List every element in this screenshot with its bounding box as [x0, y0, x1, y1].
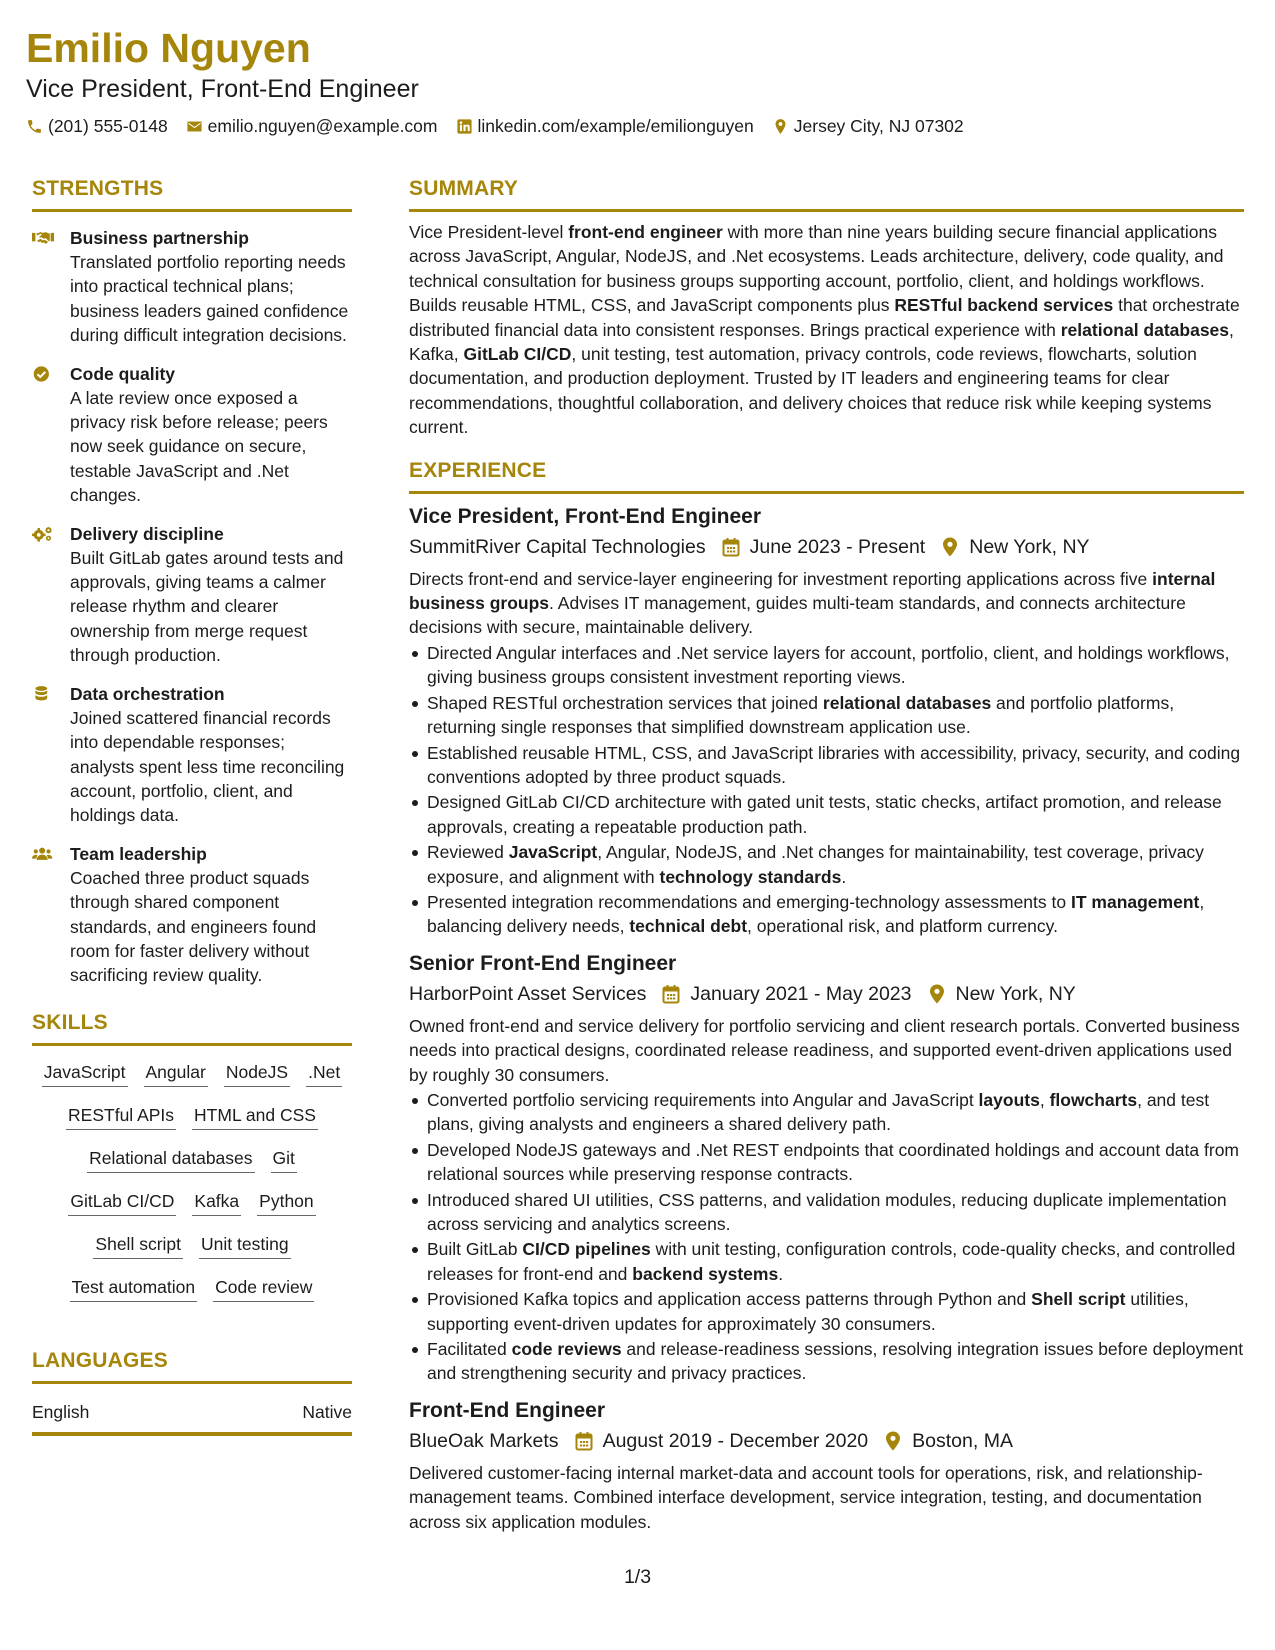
phone-icon [26, 118, 43, 135]
skill-row [66, 1103, 318, 1130]
job-description: Directs front-end and service-layer engineering for investment reporting applications across five internal business groups. Advises IT management, guides multi-team standards, and connects architecture decisions with secure, maintainable delivery. [409, 568, 1216, 638]
users-icon [32, 845, 54, 863]
job-location [928, 981, 1076, 1007]
job-dates-text: January 2021 - May 2023 [690, 982, 912, 1005]
calendar-icon [722, 537, 740, 557]
strength-title: Business partnership [70, 228, 249, 248]
summary-text: Vice President-level front-end engineer with more than nine years building secure financial applications across JavaScript, Angular, NodeJS, and .Net ecosystems. Leads architecture, delivery, code quality, and technical consultation for business groups supporting account, portfolio, client, and holdings workflows. Builds reusable HTML, CSS, and JavaScript components plus RESTful backend services that orchestrate distributed financial data into consistent responses. Brings practical experience with relational databases, Kafka, GitLab CI/CD, unit testing, test automation, privacy controls, code reviews, flowcharts, solution documentation, and production deployment. Trusted by IT leaders and engineering teams for clear recommendations, thoughtful collaboration, and delivery choices that reduce risk while keeping systems current. [409, 222, 1240, 438]
job-dates-text: August 2019 - December 2020 [602, 1429, 869, 1452]
experience-heading: EXPERIENCE [409, 458, 547, 482]
job-location-text: New York, NY [955, 982, 1076, 1005]
calendar-icon [662, 984, 680, 1004]
job-description: Owned front-end and service delivery for portfolio servicing and client research portals. Converted business needs into practical designs, coordinated release readiness, and supported event-driven applications used by roughly 30 consumers. [409, 1015, 1240, 1085]
skill-tag: Kafka [192, 1189, 241, 1216]
strength-item [32, 362, 352, 508]
left-column [32, 176, 352, 1436]
job-title: Front-End Engineer [409, 1398, 605, 1422]
strength-title: Delivery discipline [70, 523, 224, 544]
job-bullets [409, 1088, 1244, 1386]
strengths-list [32, 226, 352, 988]
job-meta [409, 534, 1244, 560]
skills-list [32, 1060, 352, 1318]
handshake-icon [32, 229, 54, 247]
strength-item [32, 842, 352, 988]
languages-section [32, 1348, 352, 1436]
contact-bar [26, 114, 1256, 138]
skill-tag: NodeJS [224, 1060, 290, 1087]
list-item: Converted portfolio servicing requirements into Angular and JavaScript layouts, flowcharts, and test plans, giving analysts and engineers a shared delivery path. [409, 1088, 1244, 1137]
skills-heading: SKILLS [32, 1010, 108, 1034]
strength-item [32, 226, 352, 348]
job-location-text: New York, NY [969, 535, 1090, 558]
list-item: Facilitated code reviews and release-readiness sessions, resolving integration issues before deployment and strengthening security and privacy practices. [409, 1337, 1244, 1386]
job-title: Senior Front-End Engineer [409, 951, 677, 975]
contact-phone[interactable] [26, 114, 168, 138]
skills-section [32, 1010, 352, 1318]
list-item: Presented integration recommendations and emerging-technology assessments to IT management, balancing delivery needs, technical debt, operational risk, and platform currency. [409, 890, 1244, 939]
strength-description: Joined scattered financial records into dependable responses; analysts spent less time reconciling account, portfolio, client, and holdings data. [70, 707, 345, 826]
strength-title: Code quality [70, 363, 176, 384]
skill-row [93, 1232, 290, 1259]
job-entry [409, 504, 1244, 939]
job-meta [409, 1428, 1244, 1454]
skill-tag: Test automation [70, 1275, 198, 1302]
section-divider [32, 209, 352, 212]
skill-row [70, 1275, 315, 1302]
skill-tag: Code review [213, 1275, 314, 1302]
list-item: Shaped RESTful orchestration services that joined relational databases and portfolio platforms, returning single responses that simplified downstream application use. [409, 691, 1244, 740]
job-location [941, 534, 1089, 560]
map-pin-icon [928, 984, 946, 1004]
skill-tag: HTML and CSS [192, 1103, 318, 1130]
skill-tag: .Net [306, 1060, 342, 1087]
language-level: Native [302, 1401, 352, 1422]
job-location-text: Boston, MA [912, 1429, 1013, 1452]
linkedin-icon [456, 118, 473, 135]
skill-tag: Unit testing [199, 1232, 291, 1259]
map-pin-icon [941, 537, 959, 557]
list-item: Established reusable HTML, CSS, and JavaScript libraries with accessibility, privacy, security, and coding conventions adopted by three product squads. [409, 741, 1244, 790]
skill-row [87, 1146, 297, 1173]
strength-item [32, 682, 352, 828]
experience-section [409, 458, 1244, 1534]
contact-location [772, 114, 964, 138]
languages-heading: LANGUAGES [32, 1348, 168, 1372]
language-name: English [32, 1401, 90, 1422]
language-item [32, 1400, 352, 1424]
list-item: Introduced shared UI utilities, CSS patterns, and validation modules, reducing duplicate implementation across servicing and analytics screens. [409, 1188, 1244, 1237]
database-icon [32, 685, 54, 703]
skill-tag: JavaScript [42, 1060, 128, 1087]
summary-heading: SUMMARY [409, 177, 519, 200]
right-column [409, 176, 1244, 1534]
section-divider [409, 209, 1244, 212]
strength-description: Coached three product squads through shared component standards, and engineers found room for faster delivery without sacrificing review quality. [70, 867, 317, 986]
job-entry [409, 951, 1244, 1386]
strength-description: Translated portfolio reporting needs into practical technical plans; business leaders gained confidence during difficult integration decisions. [70, 252, 349, 346]
linkedin-text: linkedin.com/example/emilionguyen [477, 116, 754, 136]
list-item: Developed NodeJS gateways and .Net REST endpoints that coordinated holdings and account data from relational sources while preserving response contracts. [409, 1138, 1244, 1187]
job-bullets [409, 641, 1244, 939]
candidate-title: Vice President, Front-End Engineer [26, 75, 419, 103]
job-dates-text: June 2023 - Present [749, 535, 926, 558]
section-divider [409, 491, 1244, 494]
job-dates [722, 534, 926, 560]
contact-linkedin[interactable] [456, 114, 754, 138]
check-circle-icon [32, 365, 54, 383]
skill-row [42, 1060, 342, 1087]
list-item: Designed GitLab CI/CD architecture with gated unit tests, static checks, artifact promotion, and release approvals, creating a repeatable production path. [409, 790, 1244, 839]
job-dates [575, 1428, 869, 1454]
candidate-name: Emilio Nguyen [26, 25, 311, 71]
map-pin-icon [772, 118, 789, 135]
skill-tag: Relational databases [87, 1146, 254, 1173]
strength-description: Built GitLab gates around tests and approvals, giving teams a calmer release rhythm and clearer ownership from merge request through production. [70, 547, 344, 666]
list-item: Built GitLab CI/CD pipelines with unit testing, configuration controls, code-quality checks, and controlled releases for front-end and backend systems. [409, 1237, 1244, 1286]
skill-tag: Git [271, 1146, 297, 1173]
strength-title: Team leadership [70, 843, 207, 864]
resume-header [26, 22, 1256, 138]
strengths-heading: STRENGTHS [32, 177, 164, 200]
language-level-bar [32, 1432, 352, 1436]
strength-title: Data orchestration [70, 683, 225, 704]
phone-text: (201) 555-0148 [48, 116, 168, 136]
strengths-section [32, 176, 352, 988]
list-item: Reviewed JavaScript, Angular, NodeJS, and .Net changes for maintainability, test coverage, privacy exposure, and alignment with technology standards. [409, 840, 1244, 889]
calendar-icon [575, 1431, 593, 1451]
strength-item [32, 522, 352, 668]
company-name: SummitRiver Capital Technologies [409, 535, 706, 558]
location-text: Jersey City, NJ 07302 [793, 116, 964, 136]
company-name: HarborPoint Asset Services [409, 982, 647, 1005]
summary-section [409, 176, 1244, 440]
job-entry [409, 1398, 1244, 1534]
skill-tag: Shell script [93, 1232, 183, 1259]
job-dates [662, 981, 911, 1007]
job-description: Delivered customer-facing internal market-data and account tools for operations, risk, and relationship-management teams. Combined interface development, service integration, testing, and documentation across six application modules. [409, 1462, 1203, 1532]
skill-tag: RESTful APIs [66, 1103, 176, 1130]
contact-email[interactable] [186, 114, 438, 138]
skill-row [68, 1189, 315, 1216]
envelope-icon [186, 118, 203, 135]
list-item: Directed Angular interfaces and .Net service layers for account, portfolio, client, and holdings workflows, giving business groups consistent investment reporting views. [409, 641, 1244, 690]
job-meta [409, 981, 1244, 1007]
job-location [884, 1428, 1013, 1454]
section-divider [32, 1381, 352, 1384]
gears-icon [32, 525, 54, 543]
section-divider [32, 1043, 352, 1046]
skill-tag: GitLab CI/CD [68, 1189, 176, 1216]
list-item: Provisioned Kafka topics and application access patterns through Python and Shell script utilities, supporting event-driven updates for approximately 30 consumers. [409, 1287, 1244, 1336]
page-number: 1/3 [623, 1566, 652, 1588]
skill-tag: Angular [144, 1060, 208, 1087]
email-text: emilio.nguyen@example.com [207, 116, 438, 136]
skill-tag: Python [257, 1189, 315, 1216]
strength-description: A late review once exposed a privacy risk before release; peers now seek guidance on secure, testable JavaScript and .Net changes. [70, 387, 328, 506]
job-title: Vice President, Front-End Engineer [409, 504, 762, 528]
map-pin-icon [884, 1431, 902, 1451]
company-name: BlueOak Markets [409, 1429, 559, 1452]
